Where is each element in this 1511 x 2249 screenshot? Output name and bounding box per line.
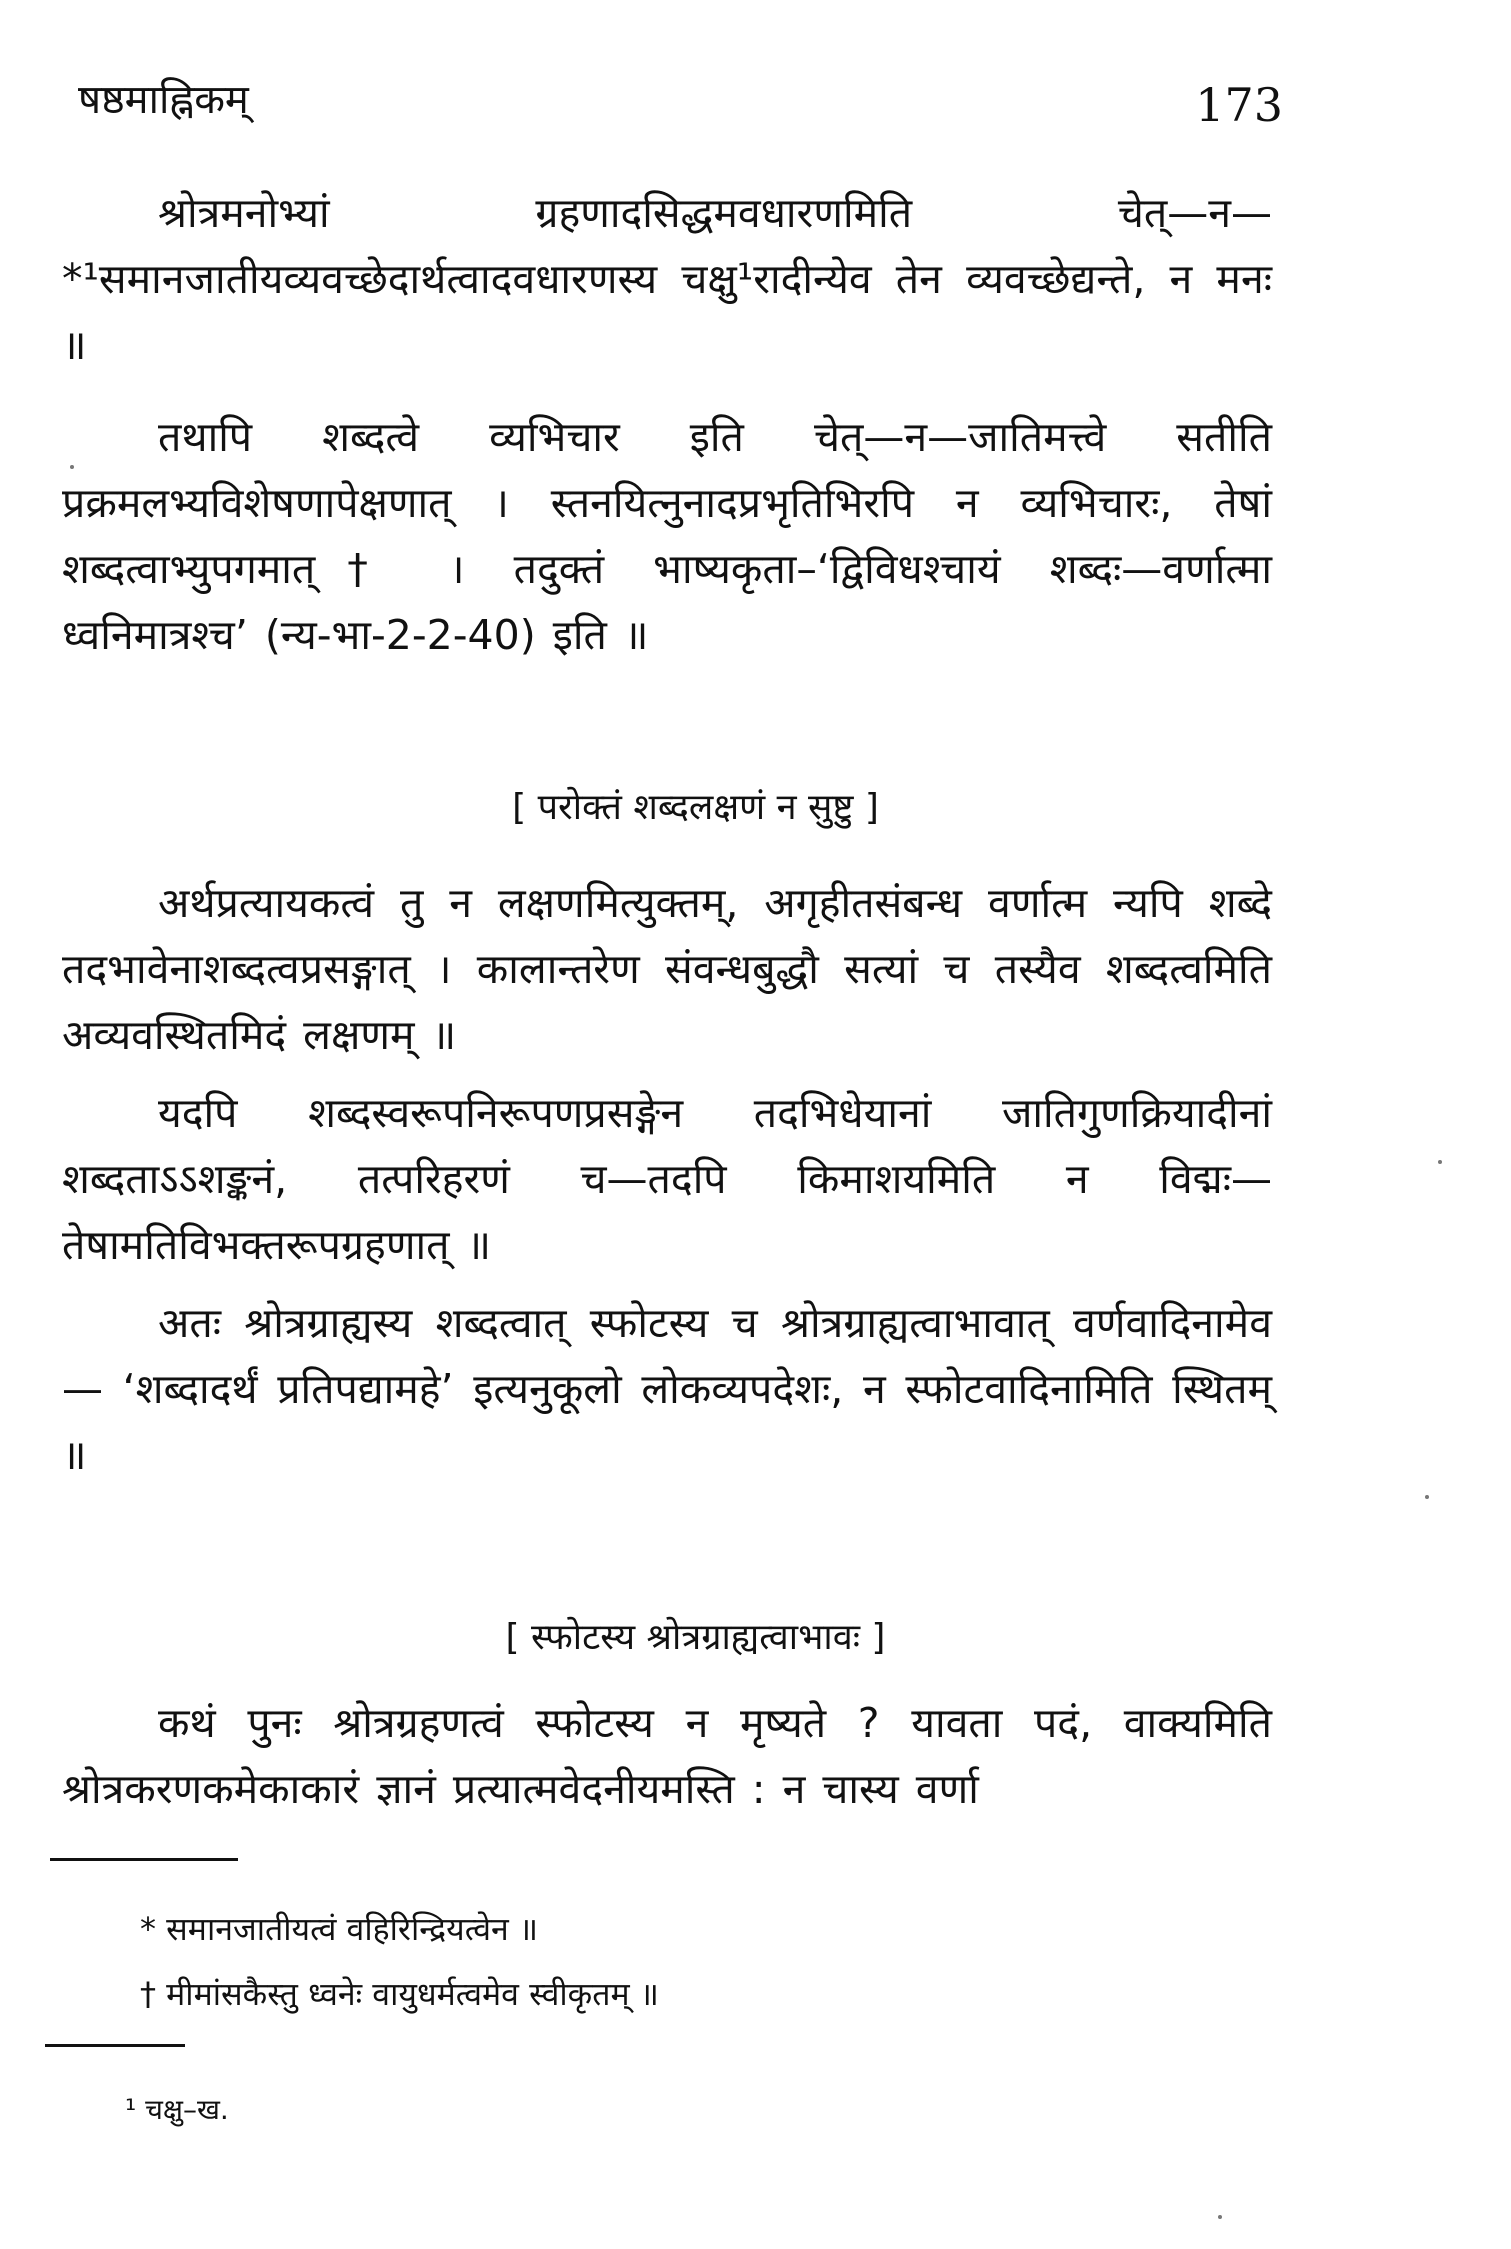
text-block-top bbox=[62, 180, 1272, 694]
paragraph: अर्थप्रत्यायकत्वं तु न लक्षणमित्युक्तम्, अगृहीतसंबन्ध वर्णात्म न्यपि शब्दे तदभावेनाशब्दत्वप्रसङ्गात् । कालान्तरेण संवन्धबुद्धौ सत्यां च तस्यैव शब्दत्वमिति अव्यवस्थितमिदं लक्षणम् ॥ bbox=[62, 879, 1272, 1059]
scan-speck bbox=[70, 465, 74, 469]
page-number: 173 bbox=[1195, 78, 1283, 132]
variant-reading-note: ¹ चक्षु–ख. bbox=[125, 2093, 229, 2126]
scan-speck bbox=[1438, 1160, 1442, 1164]
footnote: † मीमांसकैस्तु ध्वनेः वायुधर्मत्वमेव स्वीकृतम् ॥ bbox=[140, 1975, 659, 2013]
text-block-middle bbox=[62, 870, 1272, 1514]
paragraph: श्रोत्रमनोभ्यां ग्रहणादसिद्धमवधारणमिति चेत्—न—*¹समानजातीयव्यवच्छेदार्थत्वादवधारणस्य चक्षु¹रादीन्येव तेन व्यवच्छेद्यन्ते, न मनः ॥ bbox=[62, 189, 1272, 369]
footnote-rule bbox=[50, 1858, 238, 1861]
scan-speck bbox=[1425, 1495, 1429, 1499]
footnote: * समानजातीयत्वं वहिरिन्द्रियत्वेन ॥ bbox=[140, 1910, 539, 1948]
scan-speck bbox=[1218, 2215, 1222, 2219]
section-heading: [ परोक्तं शब्दलक्षणं न सुष्टु ] bbox=[512, 787, 879, 828]
paragraph: अतः श्रोत्रग्राह्यस्य शब्दत्वात् स्फोटस्य च श्रोत्रग्राह्यत्वाभावात् वर्णवादिनामेव — ‘शब्दादर्थं प्रतिपद्यामहे’ इत्यनुकूलो लोकव्यपदेशः, न स्फोटवादिनामिति स्थितम् ॥ bbox=[62, 1299, 1272, 1479]
paragraph: तथापि शब्दत्वे व्यभिचार इति चेत्—न—जातिमत्त्वे सतीति प्रक्रमलभ्यविशेषणापेक्षणात् । स्तनयित्नुनादप्रभृतिभिरपि न व्यभिचारः, तेषां शब्दत्वाभ्युपगमात्† । तदुक्तं भाष्यकृता–‘द्विविधश्चायं शब्दः—वर्णात्मा ध्वनिमात्रश्च’ (न्य-भा-2-2-40) इति ॥ bbox=[62, 413, 1272, 659]
paragraph: कथं पुनः श्रोत्रग्रहणत्वं स्फोटस्य न मृष्यते ? यावता पदं, वाक्यमिति श्रोत्रकरणकमेकाकारं ज्ञानं प्रत्यात्मवेदनीयमस्ति : न चास्य वर्णा bbox=[62, 1699, 1272, 1813]
paragraph: यदपि शब्दस्वरूपनिरूपणप्रसङ्गेन तदभिधेयानां जातिगुणक्रियादीनां शब्दताऽऽशङ्कनं, तत्परिहरणं च—तदपि किमाशयमिति न विद्मः—तेषामतिविभक्तरूपग्रहणात् ॥ bbox=[62, 1089, 1272, 1269]
variant-rule bbox=[45, 2044, 185, 2047]
text-block-bottom bbox=[62, 1690, 1272, 1848]
section-heading: [ स्फोटस्य श्रोत्रग्राह्यत्वाभावः ] bbox=[505, 1617, 886, 1658]
running-header: षष्ठमाह्निकम् bbox=[78, 77, 249, 123]
